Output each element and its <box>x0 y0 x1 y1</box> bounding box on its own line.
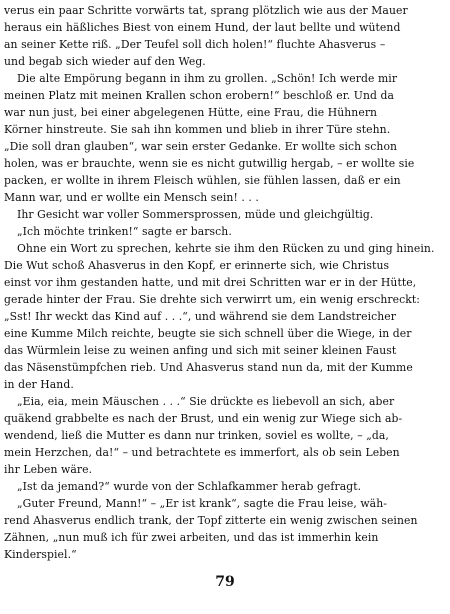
text-line: an seiner Kette riß. „Der Teufel soll dich holen!“ fluchte Ahasverus – <box>4 38 386 51</box>
text-line: heraus ein häßliches Biest von einem Hund, der laut bellte und wütend <box>4 21 401 34</box>
text-line: eine Kumme Milch reichte, beugte sie sich schnell über die Wiege, in der <box>4 327 412 340</box>
text-line: holen, was er brauchte, wenn sie es nicht gutwillig hergab, – er wollte sie <box>4 157 415 170</box>
text-line: „Eia, eia, mein Mäuschen . . .“ Sie drückte es liebevoll an sich, aber <box>17 395 395 408</box>
text-line: gerade hinter der Frau. Sie drehte sich verwirrt um, ein wenig erschreckt: <box>4 293 421 306</box>
text-line: Ihr Gesicht war voller Sommersprossen, müde und gleichgültig. <box>17 208 374 221</box>
text-line: ihr Leben wäre. <box>4 463 93 476</box>
text-line: „Ist da jemand?“ wurde von der Schlafkammer herab gefragt. <box>17 480 362 493</box>
text-line: Körner hinstreute. Sie sah ihn kommen und blieb in ihrer Türe stehn. <box>4 123 391 136</box>
text-line: verus ein paar Schritte vorwärts tat, sprang plötzlich wie aus der Mauer <box>4 4 408 17</box>
text-line: packen, er wollte in ihrem Fleisch wühlen, sie fühlen lassen, daß er ein <box>4 174 401 187</box>
text-line: das Würmlein leise zu weinen anfing und sich mit seiner kleinen Faust <box>4 344 397 357</box>
text-line: „Die soll dran glauben“, war sein erster Gedanke. Er wollte sich schon <box>4 140 398 153</box>
text-line: „Guter Freund, Mann!“ – „Er ist krank“, sagte die Frau leise, wäh- <box>17 497 387 510</box>
text-line: und begab sich wieder auf den Weg. <box>4 55 206 68</box>
text-line: in der Hand. <box>4 378 74 391</box>
page-number: 79 <box>215 574 235 590</box>
text-line: Kinderspiel.“ <box>4 548 77 561</box>
body-text <box>4 2 444 563</box>
text-line: mein Herzchen, da!“ – und betrachtete es immerfort, als ob sein Leben <box>4 446 400 459</box>
text-line: Mann war, und er wollte ein Mensch sein! . . . <box>4 191 259 204</box>
text-line: „Sst! Ihr weckt das Kind auf . . .“, und während sie dem Landstreicher <box>4 310 396 323</box>
text-line: Die Wut schoß Ahasverus in den Kopf, er erinnerte sich, wie Christus <box>4 259 390 272</box>
text-line: das Näsenstümpfchen rieb. Und Ahasverus stand nun da, mit der Kumme <box>4 361 413 374</box>
text-line: rend Ahasverus endlich trank, der Topf zitterte ein wenig zwischen seinen <box>4 514 418 527</box>
text-line: quäkend grabbelte es nach der Brust, und ein wenig zur Wiege sich ab- <box>4 412 403 425</box>
text-line: Die alte Empörung begann in ihm zu grollen. „Schön! Ich werde mir <box>17 72 398 85</box>
text-line: „Ich möchte trinken!“ sagte er barsch. <box>17 225 232 238</box>
text-line: wendend, ließ die Mutter es dann nur trinken, soviel es wollte, – „da, <box>4 429 389 442</box>
text-line: meinen Platz mit meinen Krallen schon erobern!“ beschloß er. Und da <box>4 89 394 102</box>
text-line: war nun just, bei einer abgelegenen Hütte, eine Frau, die Hühnern <box>4 106 378 119</box>
text-line: Zähnen, „nun muß ich für zwei arbeiten, und das ist immerhin kein <box>4 531 379 544</box>
text-line: Ohne ein Wort zu sprechen, kehrte sie ihm den Rücken zu und ging hinein. <box>17 242 435 255</box>
text-line: einst vor ihm gestanden hatte, und mit drei Schritten war er in der Hütte, <box>4 276 417 289</box>
